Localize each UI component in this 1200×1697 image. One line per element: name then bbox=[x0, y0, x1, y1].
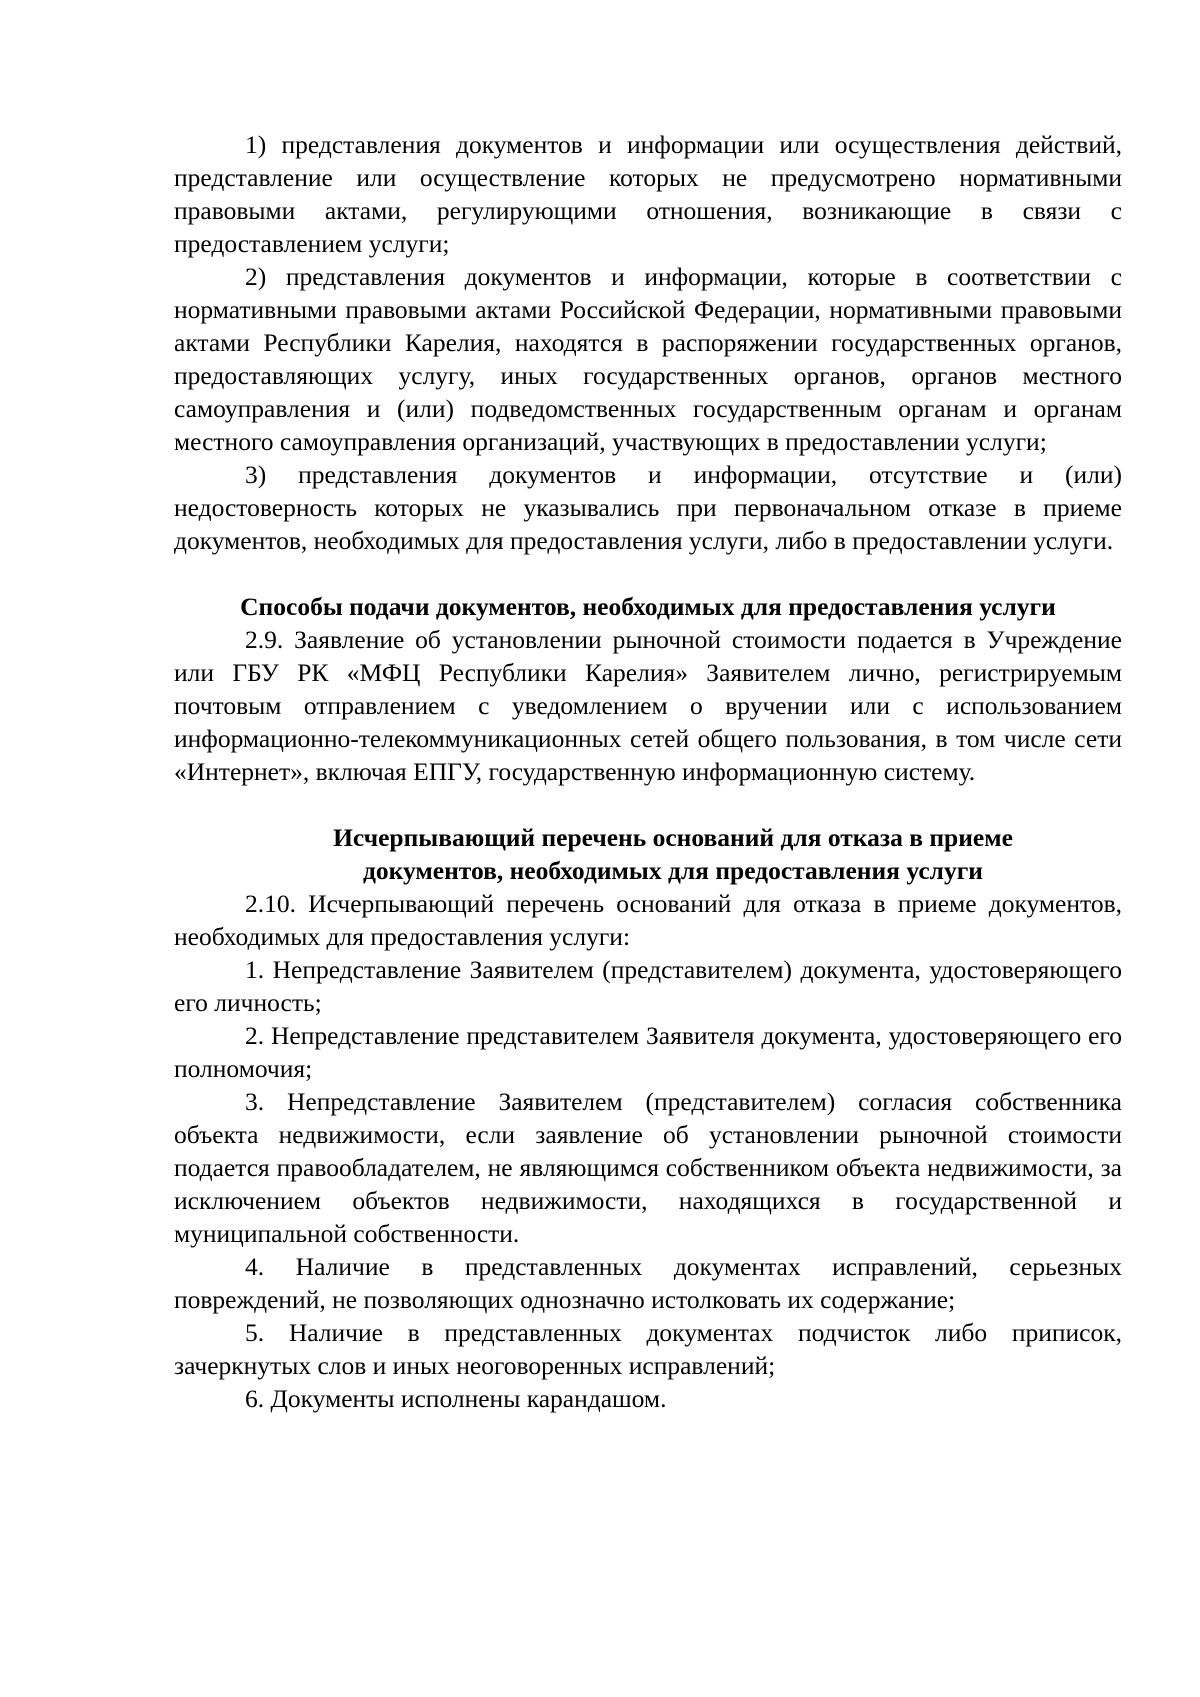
list-item: 3. Непредставление Заявителем (представителем) согласия собственника объекта недвижимости, если заявление об установлении рыночной стоимости подается правообладателем, не являющимся собственником объекта недвижимости, за исключением объектов недвижимости, находящихся в государственной и муниципальной собственности. bbox=[174, 1087, 1122, 1248]
paragraph-2-10: 2.10. Исчерпывающий перечень оснований для отказа в приеме документов, необходимых для предоставления услуги: bbox=[174, 889, 1122, 951]
section-spacer bbox=[174, 557, 1122, 590]
section-heading-refusal-grounds bbox=[174, 821, 1122, 887]
heading-line-1: Исчерпывающий перечень оснований для отказа в приеме bbox=[333, 823, 1013, 852]
list-item: 6. Документы исполнены карандашом. bbox=[245, 1384, 667, 1413]
paragraph-2-9: 2.9. Заявление об установлении рыночной стоимости подается в Учреждение или ГБУ РК «МФЦ Республики Карелия» Заявителем лично, регистрируемым почтовым отправлением с уведомлением о вручении или с использованием информационно-телекоммуникационных сетей общего пользования, в том числе сети «Интернет», включая ЕПГУ, государственную информационную систему. bbox=[174, 625, 1122, 786]
section-heading-submission-methods: Способы подачи документов, необходимых для предоставления услуги bbox=[240, 592, 1056, 621]
intro-item-2: 2) представления документов и информации, которые в соответствии с нормативными правовыми актами Российской Федерации, нормативными правовыми актами Республики Карелия, находятся в распоряжении государственных органов, предоставляющих услугу, иных государственных органов, органов местного самоуправления и (или) подведомственных государственным органам и органам местного самоуправления организаций, участвующих в предоставлении услуги; bbox=[174, 262, 1122, 456]
heading-line-2: документов, необходимых для предоставления услуги bbox=[363, 856, 983, 885]
document-body bbox=[174, 128, 1122, 1415]
section-spacer bbox=[174, 788, 1122, 821]
list-item: 4. Наличие в представленных документах исправлений, серьезных повреждений, не позволяющих однозначно истолковать их содержание; bbox=[174, 1252, 1122, 1314]
list-item: 1. Непредставление Заявителем (представителем) документа, удостоверяющего его личность; bbox=[174, 955, 1122, 1017]
list-item: 5. Наличие в представленных документах подчисток либо приписок, зачеркнутых слов и иных неоговоренных исправлений; bbox=[174, 1318, 1122, 1380]
list-item: 2. Непредставление представителем Заявителя документа, удостоверяющего его полномочия; bbox=[174, 1021, 1122, 1083]
intro-item-3: 3) представления документов и информации, отсутствие и (или) недостоверность которых не указывались при первоначальном отказе в приеме документов, необходимых для предоставления услуги, либо в предоставлении услуги. bbox=[174, 460, 1122, 555]
intro-item-1: 1) представления документов и информации или осуществления действий, представление или осуществление которых не предусмотрено нормативными правовыми актами, регулирующими отношения, возникающие в связи с предоставлением услуги; bbox=[174, 130, 1122, 258]
